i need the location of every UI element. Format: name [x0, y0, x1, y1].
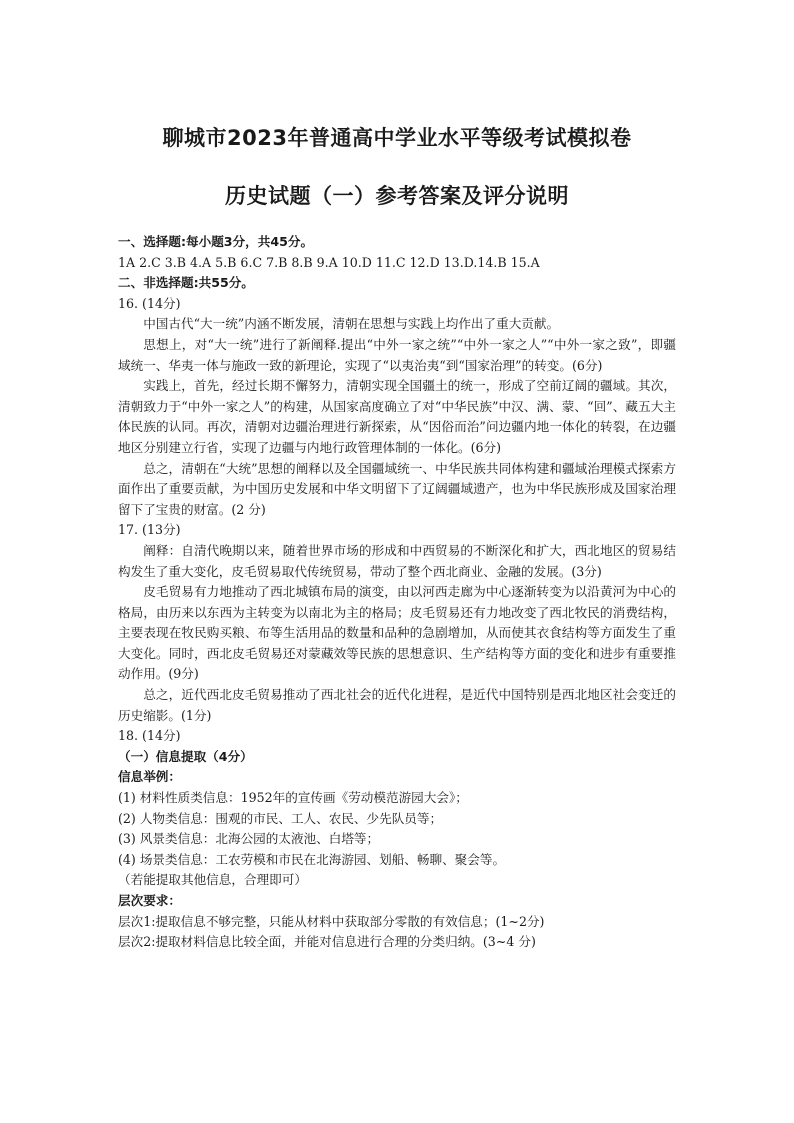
q18-level-item: 层次1:提取信息不够完整，只能从材料中获取部分零散的有效信息；(1~2分): [118, 913, 545, 929]
q16-paragraph-4: 总之，清朝在“大统”思想的阐释以及全国疆域统一、中华民族共同体构建和疆域治理模式探索方面作出了重要贡献，为中国历史发展和中华文明留下了辽阔疆域遗产，也为中华民族形成及国家治理留下了宝贵的财富。(2 分): [118, 460, 676, 517]
q18-levels-heading: 层次要求：: [118, 893, 181, 908]
section-1-heading: 一、选择题:每小题3分，共45分。: [118, 234, 314, 249]
q16-paragraph-2: 思想上，对“大一统”进行了新阐释.提出“中外一家之统”“中外一家之人”“中外一家之致”，即疆域统一、华夷一体与施政一致的新理论，实现了“以夷治夷“到“国家治理”的转变。(6分): [118, 336, 676, 373]
q18-subsection-1: （一）信息提取（4分）: [118, 748, 253, 764]
multiple-choice-answers: 1A 2.C 3.B 4.A 5.B 6.C 7.B 8.B 9.A 10.D 11.C 12.D 13.D.14.B 15.A: [118, 254, 540, 270]
q18-level-item: 层次2:提取材料信息比较全面，并能对信息进行合理的分类归纳。(3~4 分): [118, 934, 536, 950]
q17-paragraph-1: 阐释：自清代晚期以来，随着世界市场的形成和中西贸易的不断深化和扩大，西北地区的贸易结构发生了重大变化，皮毛贸易取代传统贸易，带动了整个西北商业、金融的发展。(3分): [118, 542, 676, 579]
answer-content: [118, 232, 676, 953]
q18-example-item: (3) 风景类信息：北海公园的太液池、白塔等；: [118, 831, 380, 847]
q18-examples-heading: 信息举例：: [118, 769, 181, 785]
q16-paragraph-3: 实践上，首先，经过长期不懈努力，清朝实现全国疆土的统一，形成了空前辽阔的疆域。其次，清朝致力于“中外一家之人”的构建，从国家高度确立了对“中华民族”中汉、满、蒙、“回”、藏五大主体民族的认同。再次，清朝对边疆治理进行新探索，从“因俗而治”问边疆内地一体化的转裂，在边疆地区分别建立行省，实现了边疆与内地行政管理体制的一体化。(6分): [118, 378, 676, 455]
section-2-heading: 二、非选择题:共55分。: [118, 275, 254, 291]
q18-label: 18. (14分): [118, 728, 181, 744]
q16-label: 16. (14分): [118, 295, 181, 311]
q18-example-item: (2) 人物类信息：围观的市民、工人、农民、少先队员等；: [118, 810, 443, 826]
document-title: 聊城市2023年普通高中学业水平等级考试模拟卷: [162, 126, 632, 150]
q18-example-item: (1) 材料性质类信息：1952年的宣传画《劳动模范游园大会》；: [118, 790, 468, 806]
q17-paragraph-2: 皮毛贸易有力地推动了西北城镇布局的演变，由以河西走廊为中心逐渐转变为以沿黄河为中心的格局，由历来以东西为主转变为以南北为主的格局；皮毛贸易还有力地改变了西北牧民的消费结构，主要表现在牧民购买粮、布等生活用品的数量和品种的急剧增加，从而使其衣食结构等方面发生了重大变化。同时，西北皮毛贸易还对蒙藏效等民族的思想意识、生产结构等方面的变化和进步有重要推动作用。(9分): [118, 584, 676, 682]
q17-paragraph-3: 总之，近代西北皮毛贸易推动了西北社会的近代化进程，是近代中国特别是西北地区社会变迁的历史缩影。(1分): [118, 687, 676, 723]
q16-paragraph-1: 中国古代“大一统”内涵不断发展，清朝在思想与实践上均作出了重大贡献。: [143, 316, 560, 332]
q18-note: （若能提取其他信息，合理即可）: [118, 872, 307, 888]
q17-label: 17. (13分): [118, 522, 181, 538]
document-subtitle: 历史试题（一）参考答案及评分说明: [225, 184, 569, 208]
q18-example-item: (4) 场景类信息：工农劳模和市民在北海游园、划船、畅聊、聚会等。: [118, 851, 506, 867]
